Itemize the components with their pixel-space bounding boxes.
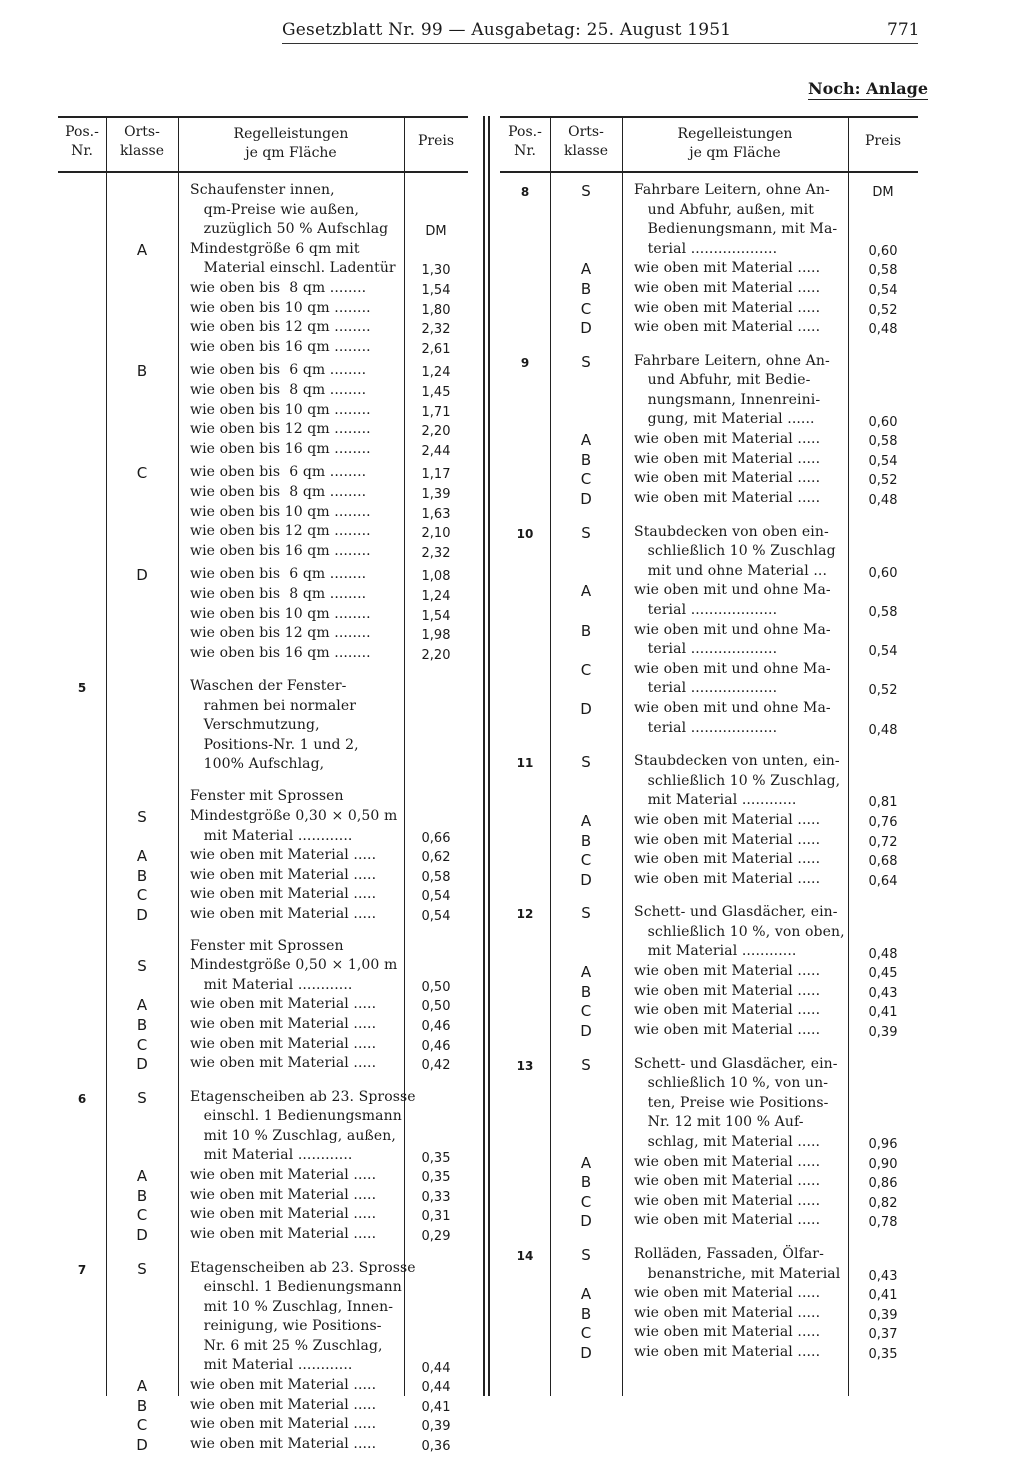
regelleistung-text: wie oben mit Material .....: [634, 470, 821, 487]
ortsklasse-cell: A: [136, 996, 148, 1015]
ortsklasse-cell: S: [581, 904, 591, 923]
regelleistung-text: wie oben bis 10 qm ........: [190, 401, 371, 418]
regelleistung-text: wie oben mit Material .....: [634, 1304, 821, 1321]
regelleistung-text: wie oben mit Material .....: [190, 1186, 377, 1203]
price-cell: 0,46: [421, 1038, 451, 1054]
ortsklasse-cell: C: [580, 1324, 592, 1343]
ortsklasse-cell: A: [136, 847, 148, 866]
regelleistung-text: Rolläden, Fassaden, Ölfar- benanstriche, mit Material: [634, 1246, 841, 1282]
header-ortsklasse: Orts- klasse: [564, 124, 608, 159]
ortsklasse-cell: D: [580, 1344, 592, 1362]
regelleistung-text: wie oben mit Material .....: [634, 490, 821, 506]
price-cell: 0,54: [868, 644, 898, 660]
price-cell: 0,54: [868, 283, 898, 298]
price-cell: 0,33: [421, 1189, 451, 1205]
price-cell: DM: [425, 224, 447, 240]
price-cell: 1,08: [421, 569, 451, 585]
price-cell: 0,48: [868, 946, 898, 962]
regelleistung-text: Schett- und Glasdächer, ein- schließlich 10 %, von oben, mit Material ............: [634, 904, 845, 960]
position-number: 6: [77, 1091, 87, 1106]
regelleistung-text: wie oben bis 6 qm ........: [190, 464, 367, 481]
regelleistung-text: wie oben mit Material .....: [190, 996, 377, 1013]
regelleistung-text: wie oben bis 6 qm ........: [190, 566, 367, 583]
ortsklasse-cell: C: [580, 299, 592, 318]
regelleistung-text: Staubdecken von oben ein- schließlich 10 % Zuschlag mit und ohne Material ...: [634, 523, 836, 579]
regelleistung-text: wie oben mit Material .....: [190, 1396, 377, 1413]
regelleistung-text: mit Material ............: [190, 976, 353, 993]
price-cell: 2,32: [421, 545, 451, 561]
price-cell: 0,54: [868, 453, 898, 469]
regelleistung-text: wie oben bis 6 qm ........: [190, 362, 367, 379]
price-cell: 0,52: [868, 683, 898, 699]
ortsklasse-cell: B: [136, 1396, 148, 1415]
price-cell: 1,39: [421, 487, 451, 502]
regelleistung-text: wie oben bis 16 qm ........: [190, 338, 371, 355]
ortsklasse-cell: A: [580, 1153, 592, 1172]
regelleistung-text: Etagenscheiben ab 23. Sprosse einschl. 1 Bedienungsmann mit 10 % Zuschlag, Innen- reinigung, wie Positions- Nr. 6 mit 25 % Zuschlag, mit Material ............: [190, 1259, 416, 1374]
regelleistung-text: wie oben mit und ohne Ma- terial ...................: [634, 582, 831, 618]
ortsklasse-cell: C: [136, 464, 148, 483]
ortsklasse-cell: S: [137, 808, 147, 826]
position-number: 5: [77, 681, 87, 696]
price-cell: 0,43: [868, 1268, 898, 1284]
price-cell: 0,48: [868, 722, 898, 738]
price-cell: 0,44: [421, 1360, 451, 1376]
price-cell: 0,35: [421, 1170, 451, 1186]
ortsklasse-cell: D: [580, 1022, 592, 1040]
regelleistung-text: wie oben mit Material .....: [634, 812, 821, 828]
price-cell: 0,60: [868, 414, 898, 430]
ortsklasse-cell: A: [580, 812, 592, 830]
regelleistung-text: wie oben bis 12 qm ........: [190, 523, 371, 540]
col-rule: [622, 116, 623, 1396]
price-cell: 0,78: [868, 1215, 898, 1231]
regelleistung-text: wie oben mit Material .....: [634, 1285, 821, 1302]
price-cell: 0,50: [421, 979, 451, 995]
header-preis: Preis: [864, 133, 902, 149]
regelleistung-text: wie oben mit Material .....: [190, 866, 377, 883]
regelleistung-text: Fahrbare Leitern, ohne An- und Abfuhr, mit Bedie- nungsmann, Innenreini- gung, mit Material ......: [634, 352, 830, 428]
regelleistung-text: wie oben mit Material .....: [634, 1153, 821, 1170]
price-cell: 0,46: [421, 1019, 451, 1034]
col-rule: [178, 116, 179, 1396]
regelleistung-text: mit Material ............: [190, 827, 353, 844]
regelleistung-text: wie oben mit Material .....: [634, 299, 821, 316]
price-cell: 0,54: [421, 909, 451, 924]
header-ortsklasse: Orts- klasse: [120, 124, 164, 159]
price-cell: 0,45: [868, 966, 898, 982]
ortsklasse-cell: A: [136, 240, 148, 259]
ortsklasse-cell: C: [580, 470, 592, 489]
price-cell: 1,30: [421, 263, 451, 279]
ortsklasse-cell: B: [580, 1173, 592, 1192]
price-cell: 1,98: [421, 628, 451, 644]
price-cell: 0,66: [421, 830, 451, 846]
regelleistung-text: wie oben bis 8 qm ........: [190, 484, 367, 500]
ortsklasse-cell: D: [136, 906, 148, 924]
regelleistung-text: wie oben mit Material .....: [190, 1206, 377, 1223]
header-regelleistungen: Regelleistungen je qm Fläche: [233, 126, 349, 161]
ortsklasse-cell: S: [581, 1246, 591, 1264]
price-cell: 0,54: [421, 889, 451, 905]
price-cell: 0,90: [868, 1156, 898, 1172]
price-cell: 0,58: [868, 263, 898, 279]
regelleistung-text: Staubdecken von unten, ein- schließlich 10 % Zuschlag, mit Material ............: [634, 753, 841, 809]
price-cell: 0,48: [868, 493, 898, 508]
ortsklasse-cell: S: [137, 957, 147, 976]
ortsklasse-cell: B: [136, 362, 148, 381]
regelleistung-text: wie oben mit Material .....: [634, 831, 821, 848]
price-cell: 1,24: [421, 365, 451, 381]
regelleistung-text: wie oben mit Material .....: [634, 280, 821, 296]
position-number: 8: [520, 185, 530, 199]
price-table-left: [58, 116, 468, 1454]
regelleistung-text: wie oben mit Material .....: [634, 260, 821, 277]
ortsklasse-cell: S: [581, 182, 591, 200]
price-cell: 0,35: [868, 1347, 898, 1362]
ortsklasse-cell: A: [580, 963, 592, 982]
price-cell: 0,82: [868, 1195, 898, 1211]
regelleistung-text: wie oben bis 10 qm ........: [190, 605, 371, 622]
ortsklasse-cell: S: [581, 1055, 591, 1074]
ortsklasse-cell: D: [580, 490, 592, 508]
regelleistung-text: wie oben mit Material .....: [634, 963, 821, 980]
price-cell: 1,71: [421, 404, 451, 420]
regelleistung-text: wie oben mit Material .....: [190, 1167, 377, 1184]
regelleistung-text: wie oben mit Material .....: [634, 1002, 821, 1019]
regelleistung-text: wie oben bis 10 qm ........: [190, 299, 371, 316]
ortsklasse-cell: D: [136, 1055, 148, 1074]
regelleistung-text: Mindestgröße 0,50 × 1,00 m: [190, 957, 398, 974]
ortsklasse-cell: C: [580, 1002, 592, 1021]
regelleistung-text: Fahrbare Leitern, ohne An- und Abfuhr, außen, mit Bedienungsmann, mit Ma- terial ...................: [634, 182, 838, 257]
ortsklasse-cell: D: [136, 1436, 148, 1454]
header-regelleistungen: Regelleistungen je qm Fläche: [677, 126, 793, 161]
ortsklasse-cell: C: [136, 1206, 148, 1225]
price-cell: 0,81: [868, 795, 898, 811]
regelleistung-text: wie oben bis 16 qm ........: [190, 542, 371, 559]
ortsklasse-cell: C: [580, 1192, 592, 1211]
position-number: 12: [516, 907, 534, 922]
price-cell: 0,58: [421, 869, 451, 885]
regelleistung-text: wie oben mit und ohne Ma- terial ...................: [634, 700, 831, 736]
price-cell: 0,58: [868, 605, 898, 620]
regelleistung-text: wie oben bis 8 qm ........: [190, 280, 367, 296]
regelleistung-text: wie oben mit Material .....: [634, 1324, 821, 1341]
price-cell: 2,20: [421, 647, 451, 663]
ortsklasse-cell: A: [580, 1285, 592, 1304]
regelleistung-text: Material einschl. Ladentür: [190, 260, 396, 277]
price-cell: 2,10: [421, 526, 451, 542]
position-number: 7: [77, 1262, 87, 1277]
price-cell: 1,80: [421, 302, 451, 318]
price-cell: 0,48: [868, 322, 898, 338]
regelleistung-text: wie oben bis 8 qm ........: [190, 586, 367, 602]
ortsklasse-cell: C: [136, 1035, 148, 1054]
header-rule: [282, 43, 918, 44]
ortsklasse-cell: D: [136, 566, 148, 585]
price-cell: 1,17: [421, 467, 451, 483]
price-table-right: [500, 116, 918, 1396]
ortsklasse-cell: B: [136, 1016, 148, 1034]
regelleistung-text: wie oben mit Material .....: [634, 1212, 821, 1229]
price-cell: 0,64: [868, 873, 898, 889]
price-cell: 0,76: [868, 815, 898, 830]
ortsklasse-cell: C: [580, 660, 592, 679]
ortsklasse-cell: S: [137, 1259, 147, 1278]
ortsklasse-cell: B: [136, 866, 148, 885]
position-number: 10: [516, 526, 534, 541]
ortsklasse-cell: A: [136, 1167, 148, 1186]
price-cell: 2,20: [421, 424, 451, 440]
price-cell: 0,43: [868, 985, 898, 1001]
header-preis: Preis: [417, 133, 455, 149]
price-cell: 0,68: [868, 854, 898, 870]
ortsklasse-cell: S: [137, 1088, 147, 1107]
table-header-rule: [58, 171, 468, 173]
regelleistung-text: wie oben mit Material .....: [190, 1436, 377, 1452]
price-cell: 0,39: [868, 1025, 898, 1040]
regelleistung-text: wie oben mit Material .....: [190, 1016, 377, 1032]
regelleistung-text: wie oben mit Material .....: [190, 1035, 377, 1052]
price-cell: 0,50: [421, 999, 451, 1015]
regelleistung-text: wie oben mit Material .....: [190, 1416, 377, 1433]
regelleistung-text: wie oben mit Material .....: [634, 431, 821, 448]
price-cell: 1,24: [421, 589, 451, 604]
regelleistung-text: wie oben bis 16 qm ........: [190, 440, 371, 457]
price-cell: 0,96: [868, 1137, 898, 1152]
ortsklasse-cell: S: [581, 523, 591, 542]
position-number: 14: [516, 1249, 534, 1263]
price-cell: 2,61: [421, 341, 451, 357]
ortsklasse-cell: C: [136, 886, 148, 905]
price-cell: 0,29: [421, 1229, 451, 1244]
price-cell: 0,60: [868, 565, 898, 581]
page-header-title: Gesetzblatt Nr. 99 — Ausgabetag: 25. August 1951: [282, 20, 732, 40]
regelleistung-text: wie oben bis 8 qm ........: [190, 382, 367, 398]
continuation-label: Noch: Anlage: [808, 79, 929, 98]
regelleistung-text: wie oben bis 12 qm ........: [190, 319, 371, 336]
price-cell: 0,41: [868, 1005, 898, 1021]
ortsklasse-cell: D: [580, 870, 592, 889]
price-cell: 0,58: [868, 434, 898, 450]
price-cell: 0,44: [421, 1380, 451, 1396]
ortsklasse-cell: A: [580, 582, 592, 601]
ortsklasse-cell: B: [580, 1304, 592, 1323]
regelleistung-text: wie oben mit Material .....: [634, 1022, 821, 1038]
price-cell: 2,32: [421, 322, 451, 338]
ortsklasse-cell: B: [580, 621, 592, 640]
ortsklasse-cell: B: [580, 280, 592, 298]
price-cell: 0,39: [868, 1307, 898, 1323]
price-cell: 0,42: [421, 1058, 451, 1074]
header-pos: Pos.- Nr.: [65, 124, 99, 159]
price-cell: 0,62: [421, 850, 451, 866]
price-cell: 0,36: [421, 1439, 451, 1454]
regelleistung-text: wie oben mit Material .....: [634, 450, 821, 467]
regelleistung-text: wie oben bis 12 qm ........: [190, 421, 371, 438]
regelleistung-text: wie oben mit Material .....: [190, 1226, 377, 1242]
price-cell: 0,72: [868, 834, 898, 850]
regelleistung-text: wie oben mit Material .....: [634, 319, 821, 336]
price-cell: 0,52: [868, 473, 898, 489]
regelleistung-text: Waschen der Fenster- rahmen bei normaler Verschmutzung, Positions-Nr. 1 und 2, 100% Aufschlag,: [190, 678, 359, 773]
ortsklasse-cell: A: [580, 260, 592, 279]
price-cell: 1,54: [421, 283, 451, 298]
regelleistung-text: Mindestgröße 6 qm mit: [190, 240, 360, 257]
regelleistung-text: wie oben mit Material .....: [634, 982, 821, 999]
regelleistung-text: wie oben mit Material .....: [634, 870, 821, 887]
header-pos: Pos.- Nr.: [508, 124, 542, 159]
regelleistung-text: wie oben mit Material .....: [190, 886, 377, 903]
regelleistung-text: Etagenscheiben ab 23. Sprosse einschl. 1 Bedienungsmann mit 10 % Zuschlag, außen, mit Material ............: [190, 1088, 416, 1164]
column-divider: [483, 116, 485, 1396]
regelleistung-text: wie oben bis 12 qm ........: [190, 625, 371, 642]
regelleistung-text: Fenster mit Sprossen: [190, 788, 344, 805]
column-divider: [488, 116, 490, 1396]
price-cell: DM 0,60: [868, 185, 898, 259]
ortsklasse-cell: A: [580, 431, 592, 450]
price-cell: 0,41: [868, 1288, 898, 1304]
regelleistung-text: wie oben mit Material .....: [190, 1377, 377, 1394]
ortsklasse-cell: D: [580, 700, 592, 718]
ortsklasse-cell: D: [580, 319, 592, 338]
ortsklasse-cell: C: [580, 851, 592, 870]
regelleistung-text: wie oben mit und ohne Ma- terial ...................: [634, 660, 831, 697]
ortsklasse-cell: S: [581, 753, 591, 772]
regelleistung-text: Schett- und Glasdächer, ein- schließlich 10 %, von un- ten, Preise wie Positions- Nr. 12 mit 100 % Auf- schlag, mit Material .....: [634, 1055, 838, 1150]
price-cell: 0,35: [421, 1150, 451, 1166]
position-number: 9: [520, 355, 530, 370]
price-cell: 0,37: [868, 1327, 898, 1343]
table-top-rule: [500, 116, 918, 118]
regelleistung-text: Fenster mit Sprossen: [190, 937, 344, 954]
price-cell: 1,45: [421, 385, 451, 400]
price-cell: 0,86: [868, 1176, 898, 1192]
price-cell: 1,54: [421, 608, 451, 624]
ortsklasse-cell: B: [580, 982, 592, 1001]
page-number: 771: [887, 20, 920, 40]
regelleistung-text: Mindestgröße 0,30 × 0,50 m: [190, 808, 398, 824]
ortsklasse-cell: B: [136, 1186, 148, 1205]
price-cell: 0,39: [421, 1419, 451, 1435]
regelleistung-text: wie oben mit Material .....: [634, 1344, 821, 1360]
regelleistung-text: wie oben mit Material .....: [190, 847, 377, 864]
regelleistung-text: wie oben mit Material .....: [634, 1192, 821, 1209]
regelleistung-text: wie oben bis 10 qm ........: [190, 503, 371, 520]
price-cell: 0,41: [421, 1399, 451, 1415]
table-top-rule: [58, 116, 468, 118]
ortsklasse-cell: B: [580, 450, 592, 469]
ortsklasse-cell: S: [581, 352, 591, 371]
ortsklasse-cell: C: [136, 1416, 148, 1435]
position-number: 11: [516, 756, 534, 771]
regelleistung-text: wie oben bis 16 qm ........: [190, 644, 371, 661]
ortsklasse-cell: D: [136, 1226, 148, 1244]
price-cell: 0,52: [868, 302, 898, 318]
position-number: 13: [516, 1058, 534, 1073]
regelleistung-text: wie oben mit und ohne Ma- terial ...................: [634, 621, 831, 658]
regelleistung-text: wie oben mit Material .....: [190, 1055, 377, 1072]
ortsklasse-cell: D: [580, 1212, 592, 1231]
regelleistung-text: Schaufenster innen, qm-Preise wie außen, zuzüglich 50 % Aufschlag: [190, 182, 389, 237]
price-cell: 0,31: [421, 1209, 451, 1225]
price-cell: 2,44: [421, 443, 451, 459]
ortsklasse-cell: B: [580, 831, 592, 850]
price-cell: 1,63: [421, 506, 451, 522]
table-header-rule: [500, 171, 918, 173]
regelleistung-text: wie oben mit Material .....: [634, 1173, 821, 1190]
regelleistung-text: wie oben mit Material .....: [634, 851, 821, 868]
ortsklasse-cell: A: [136, 1377, 148, 1396]
regelleistung-text: wie oben mit Material .....: [190, 906, 377, 922]
